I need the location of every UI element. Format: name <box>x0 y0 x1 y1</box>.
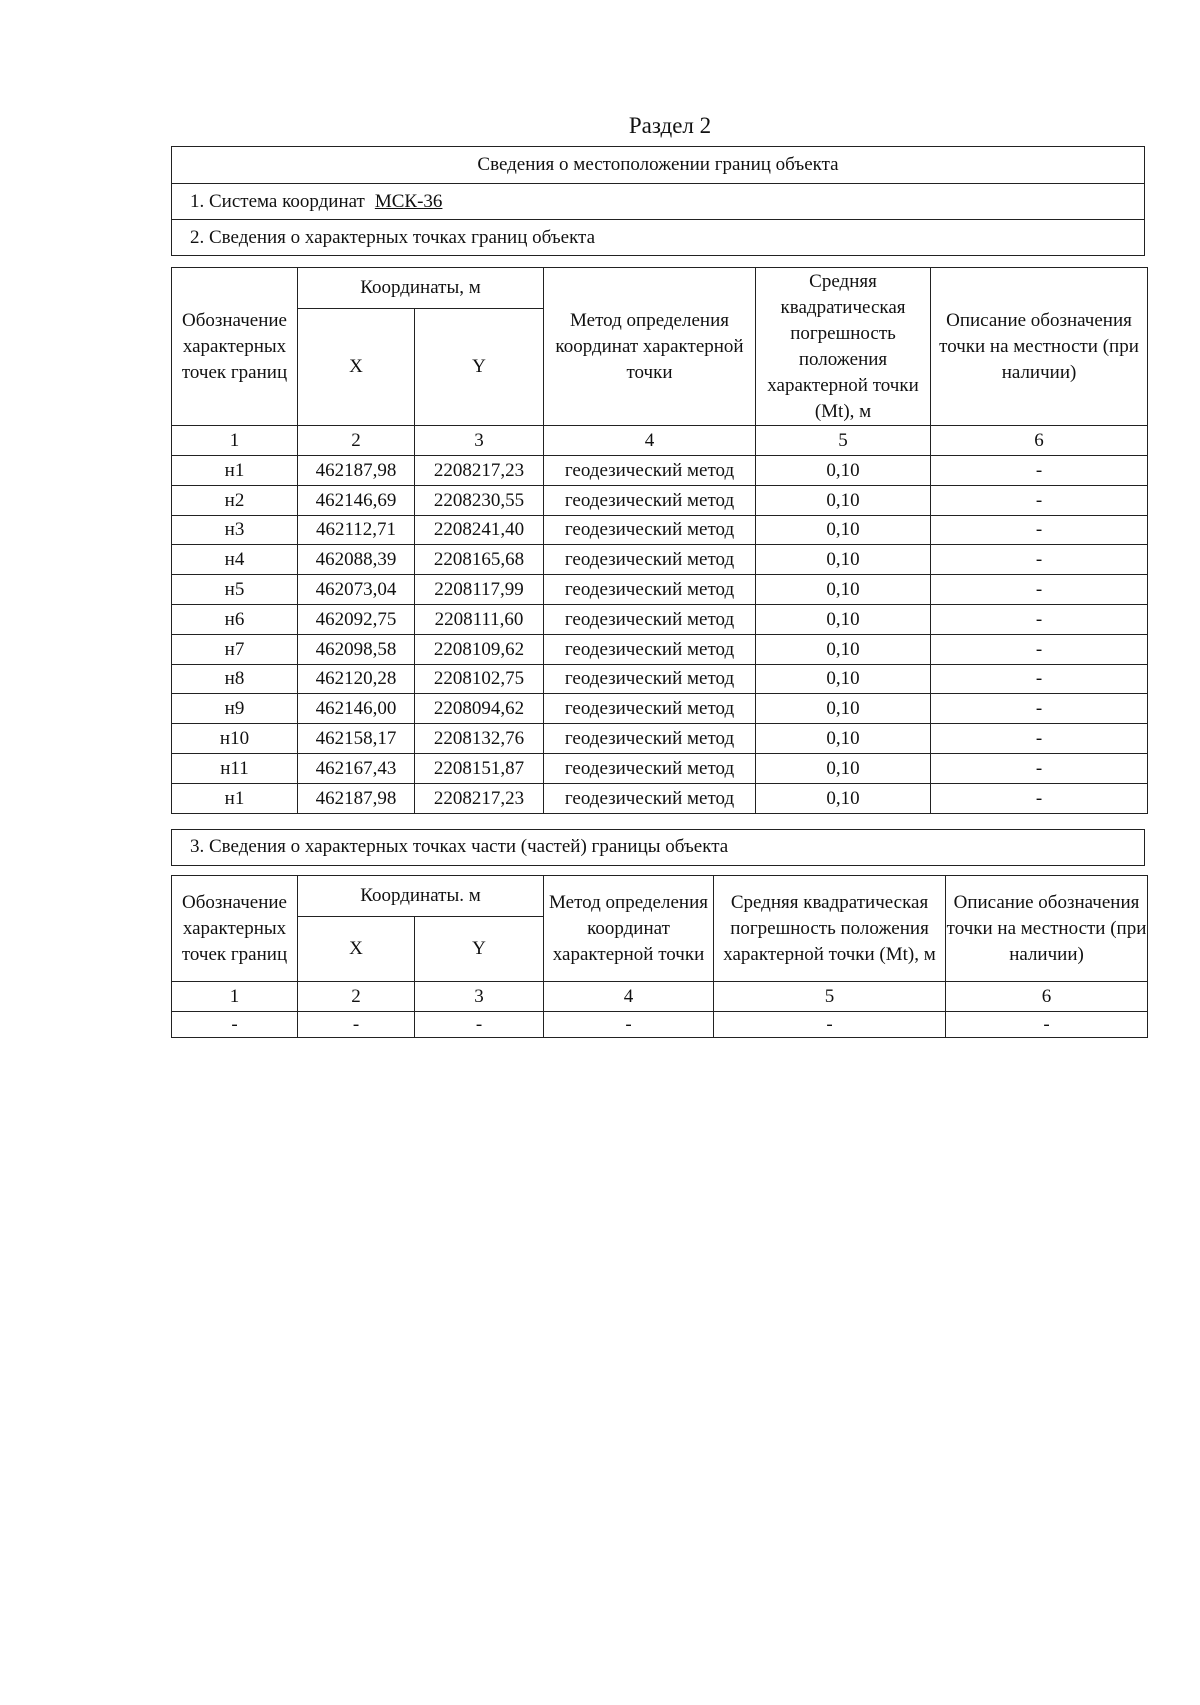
point-designation-cell: н9 <box>172 694 298 724</box>
table-row <box>172 783 1148 813</box>
header-method: Метод определения координат характерной точки <box>544 876 714 982</box>
description-cell: - <box>931 753 1148 783</box>
boundary-points-table <box>171 267 1148 814</box>
y-coordinate-cell: 2208165,68 <box>415 545 544 575</box>
method-cell: геодезический метод <box>544 783 756 813</box>
x-coordinate-cell: - <box>298 1012 415 1038</box>
method-cell: геодезический метод <box>544 694 756 724</box>
y-coordinate-cell: 2208102,75 <box>415 664 544 694</box>
error-cell: 0,10 <box>756 753 931 783</box>
description-cell: - <box>931 783 1148 813</box>
column-number: 2 <box>298 426 415 456</box>
column-number-row <box>172 982 1148 1012</box>
description-cell: - <box>946 1012 1148 1038</box>
error-cell: 0,10 <box>756 485 931 515</box>
coordinate-system-label: 1. Система координат <box>190 191 365 212</box>
column-number: 6 <box>931 426 1148 456</box>
column-number: 2 <box>298 982 415 1012</box>
column-number: 1 <box>172 982 298 1012</box>
error-cell: 0,10 <box>756 783 931 813</box>
description-cell: - <box>931 515 1148 545</box>
description-cell: - <box>931 664 1148 694</box>
x-coordinate-cell: 462146,69 <box>298 485 415 515</box>
x-coordinate-cell: 462158,17 <box>298 724 415 754</box>
x-coordinate-cell: 462112,71 <box>298 515 415 545</box>
point-designation-cell: н1 <box>172 783 298 813</box>
description-cell: - <box>931 485 1148 515</box>
y-coordinate-cell: 2208217,23 <box>415 783 544 813</box>
table-row <box>172 485 1148 515</box>
header-error: Средняя квадратическая погрешность положения характерной точки (Mt), м <box>756 268 931 426</box>
table-row <box>172 604 1148 634</box>
point-designation-cell: н10 <box>172 724 298 754</box>
point-designation-cell: - <box>172 1012 298 1038</box>
header-description: Описание обозначения точки на местности (при наличии) <box>931 268 1148 426</box>
method-cell: геодезический метод <box>544 724 756 754</box>
header-method: Метод определения координат характерной точки <box>544 268 756 426</box>
boundary-info-title: Сведения о местоположении границ объекта <box>477 154 839 175</box>
header-y: Y <box>415 917 544 982</box>
x-coordinate-cell: 462187,98 <box>298 783 415 813</box>
header-error: Средняя квадратическая погрешность положения характерной точки (Mt), м <box>714 876 946 982</box>
method-cell: геодезический метод <box>544 753 756 783</box>
point-designation-cell: н6 <box>172 604 298 634</box>
description-cell: - <box>931 575 1148 605</box>
x-coordinate-cell: 462167,43 <box>298 753 415 783</box>
x-coordinate-cell: 462092,75 <box>298 604 415 634</box>
header-coordinates: Координаты, м <box>298 268 544 309</box>
column-number: 5 <box>714 982 946 1012</box>
column-number: 4 <box>544 426 756 456</box>
error-cell: 0,10 <box>756 515 931 545</box>
method-cell: геодезический метод <box>544 634 756 664</box>
header-coordinates: Координаты. м <box>298 876 544 917</box>
point-designation-cell: н1 <box>172 456 298 486</box>
y-coordinate-cell: 2208094,62 <box>415 694 544 724</box>
description-cell: - <box>931 456 1148 486</box>
method-cell: геодезический метод <box>544 664 756 694</box>
header-description: Описание обозначения точки на местности (при наличии) <box>946 876 1148 982</box>
column-number: 4 <box>544 982 714 1012</box>
y-coordinate-cell: 2208217,23 <box>415 456 544 486</box>
point-designation-cell: н7 <box>172 634 298 664</box>
header-designation: Обозначение характерных точек границ <box>172 268 298 426</box>
y-coordinate-cell: 2208241,40 <box>415 515 544 545</box>
table-row <box>172 724 1148 754</box>
x-coordinate-cell: 462120,28 <box>298 664 415 694</box>
error-cell: - <box>714 1012 946 1038</box>
description-cell: - <box>931 634 1148 664</box>
description-cell: - <box>931 724 1148 754</box>
table-row <box>172 634 1148 664</box>
table-row <box>172 515 1148 545</box>
x-coordinate-cell: 462146,00 <box>298 694 415 724</box>
table-row <box>172 1012 1148 1038</box>
table-row <box>172 545 1148 575</box>
x-coordinate-cell: 462073,04 <box>298 575 415 605</box>
column-number: 3 <box>415 982 544 1012</box>
point-designation-cell: н2 <box>172 485 298 515</box>
point-designation-cell: н5 <box>172 575 298 605</box>
method-cell: - <box>544 1012 714 1038</box>
table-row <box>172 694 1148 724</box>
description-cell: - <box>931 545 1148 575</box>
column-number: 3 <box>415 426 544 456</box>
points-section-title: 2. Сведения о характерных точках границ объекта <box>172 219 1144 255</box>
header-y: Y <box>415 309 544 426</box>
x-coordinate-cell: 462187,98 <box>298 456 415 486</box>
error-cell: 0,10 <box>756 545 931 575</box>
error-cell: 0,10 <box>756 694 931 724</box>
method-cell: геодезический метод <box>544 575 756 605</box>
y-coordinate-cell: 2208111,60 <box>415 604 544 634</box>
header-designation: Обозначение характерных точек границ <box>172 876 298 982</box>
table-row <box>172 456 1148 486</box>
y-coordinate-cell: 2208117,99 <box>415 575 544 605</box>
point-designation-cell: н8 <box>172 664 298 694</box>
description-cell: - <box>931 694 1148 724</box>
y-coordinate-cell: 2208230,55 <box>415 485 544 515</box>
method-cell: геодезический метод <box>544 456 756 486</box>
section-title: Раздел 2 <box>628 113 712 138</box>
error-cell: 0,10 <box>756 724 931 754</box>
point-designation-cell: н4 <box>172 545 298 575</box>
header-x: X <box>298 917 415 982</box>
column-number-row <box>172 426 1148 456</box>
y-coordinate-cell: 2208109,62 <box>415 634 544 664</box>
table-row <box>172 753 1148 783</box>
x-coordinate-cell: 462088,39 <box>298 545 415 575</box>
part-points-table <box>171 875 1148 1038</box>
point-designation-cell: н11 <box>172 753 298 783</box>
header-x: X <box>298 309 415 426</box>
part-section-title: 3. Сведения о характерных точках части (частей) границы объекта <box>171 829 1145 866</box>
error-cell: 0,10 <box>756 664 931 694</box>
error-cell: 0,10 <box>756 604 931 634</box>
method-cell: геодезический метод <box>544 545 756 575</box>
method-cell: геодезический метод <box>544 515 756 545</box>
table-row <box>172 575 1148 605</box>
table-row <box>172 664 1148 694</box>
point-designation-cell: н3 <box>172 515 298 545</box>
y-coordinate-cell: 2208151,87 <box>415 753 544 783</box>
object-boundary-header <box>171 146 1145 256</box>
error-cell: 0,10 <box>756 634 931 664</box>
error-cell: 0,10 <box>756 575 931 605</box>
x-coordinate-cell: 462098,58 <box>298 634 415 664</box>
y-coordinate-cell: - <box>415 1012 544 1038</box>
column-number: 5 <box>756 426 931 456</box>
column-number: 1 <box>172 426 298 456</box>
error-cell: 0,10 <box>756 456 931 486</box>
coordinate-system-value: МСК-36 <box>374 191 443 212</box>
description-cell: - <box>931 604 1148 634</box>
y-coordinate-cell: 2208132,76 <box>415 724 544 754</box>
column-number: 6 <box>946 982 1148 1012</box>
coordinate-system-row <box>172 183 1144 219</box>
method-cell: геодезический метод <box>544 604 756 634</box>
method-cell: геодезический метод <box>544 485 756 515</box>
